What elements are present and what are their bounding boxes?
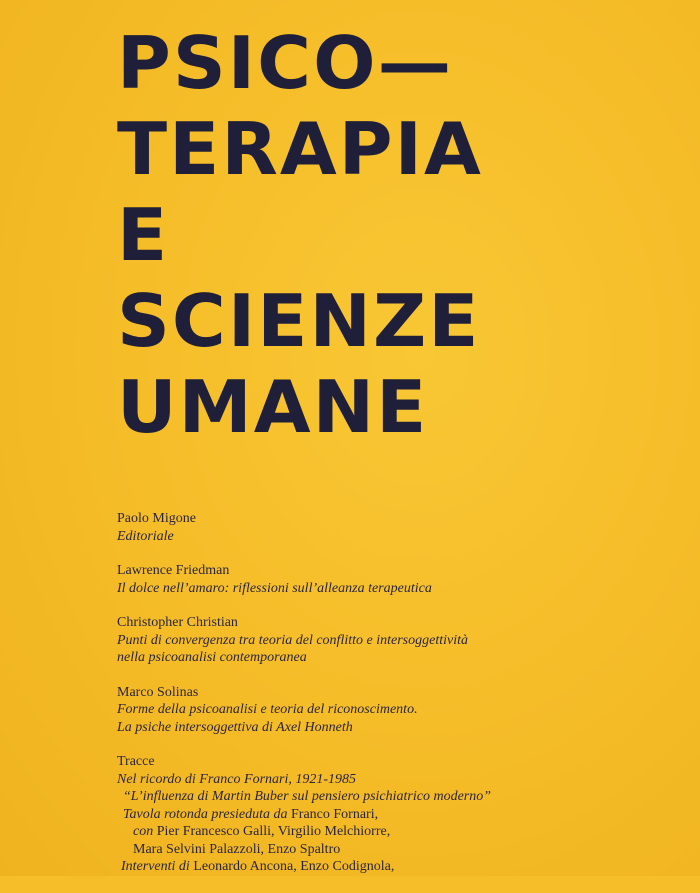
entry-title: Il dolce nell’amaro: riflessioni sull’alleanza terapeutica	[117, 580, 432, 596]
title-line: PSICO—	[117, 21, 454, 105]
entry-title: Punti di convergenza tra teoria del conflitto e intersoggettività	[117, 632, 468, 648]
tracce-line-text: Pier Francesco Galli, Virgilio Melchiorre,	[153, 824, 391, 839]
journal-title	[117, 20, 483, 450]
title-line: UMANE	[117, 365, 429, 449]
tracce-line: Mara Selvini Palazzoli, Enzo Spaltro	[133, 841, 341, 857]
entry-title: La psiche intersoggettiva di Axel Honneth	[117, 719, 353, 735]
tracce-heading: Tracce	[117, 754, 155, 769]
tracce-line-italic: Tavola rotonda presieduta da	[123, 806, 288, 822]
tracce-line	[117, 858, 677, 876]
tracce-line: Nel ricordo di Franco Fornari, 1921-1985	[117, 771, 357, 787]
tracce-line-italic: con	[133, 824, 154, 839]
title-line: TERAPIA	[117, 107, 483, 191]
entry-title: nella psicoanalisi contemporanea	[117, 650, 307, 665]
entry-title: Editoriale	[117, 528, 174, 544]
title-line: SCIENZE	[117, 279, 481, 363]
entry-author: Lawrence Friedman	[117, 563, 230, 578]
title-line: E	[117, 193, 170, 277]
table-of-contents	[117, 510, 677, 893]
contents-entry	[117, 614, 677, 667]
tracce-line-italic: Interventi di	[121, 859, 190, 874]
entry-author: Paolo Migone	[117, 511, 196, 526]
entry-author: Christopher Christian	[117, 615, 238, 630]
tracce-line-text: Leonardo Ancona, Enzo Codignola,	[189, 859, 395, 874]
tracce-line: “L’influenza di Martin Buber sul pensiero psichiatrico moderno”	[123, 789, 492, 804]
entry-author: Marco Solinas	[117, 684, 199, 700]
contents-entry	[117, 510, 677, 545]
contents-entry	[117, 684, 677, 737]
contents-entry	[117, 562, 677, 597]
tracce-line-text: Franco Fornari,	[287, 806, 379, 822]
entry-title: Forme della psicoanalisi e teoria del riconoscimento.	[117, 702, 418, 717]
tracce-section	[117, 753, 677, 876]
tracce-line	[117, 823, 677, 841]
tracce-line	[117, 806, 677, 824]
